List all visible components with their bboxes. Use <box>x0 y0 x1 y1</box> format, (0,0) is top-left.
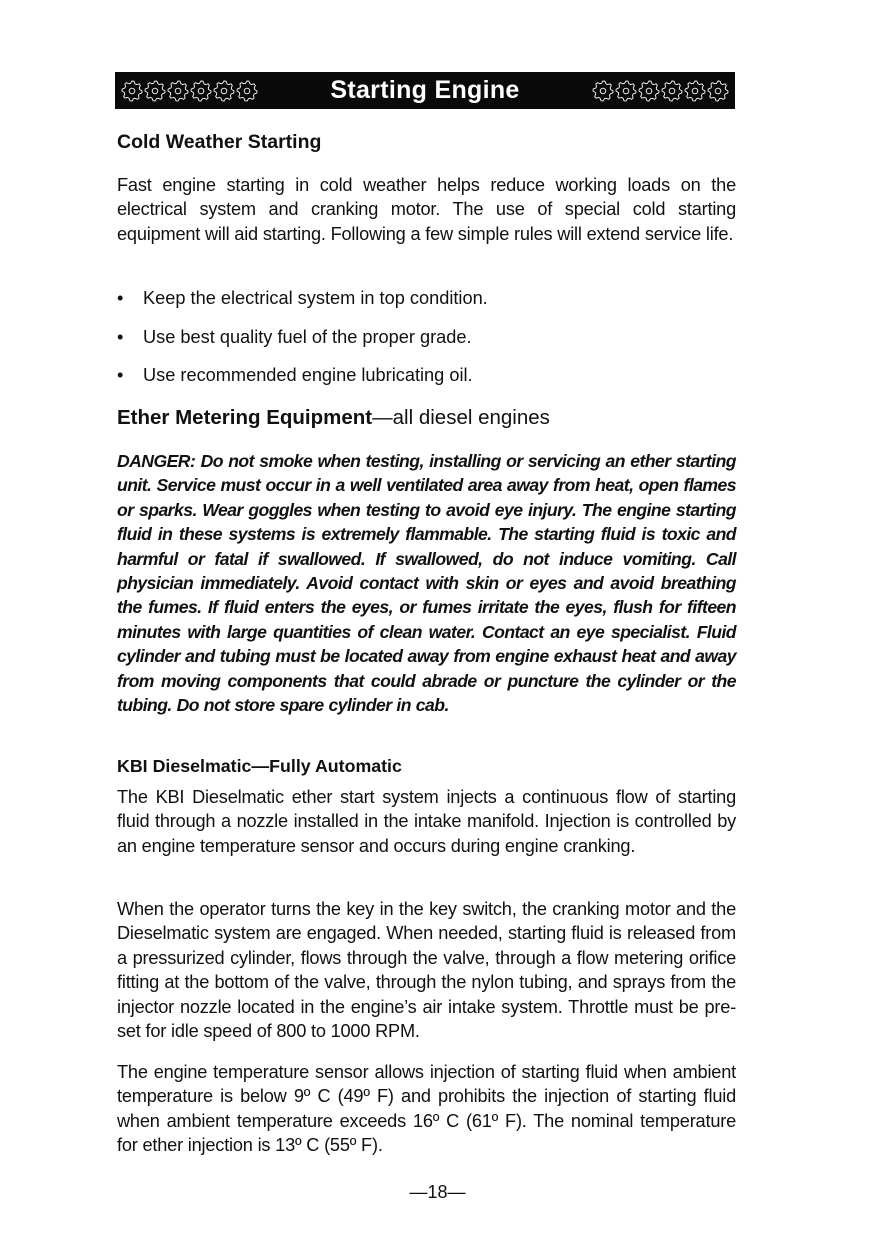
body-paragraph: The engine temperature sensor allows injection of starting fluid when ambient temperature is below 9º C (49º F) and prohibits the injection of starting fluid when ambient temperature exceeds 16º C (61º F). The nominal temperature for ether injection is 13º C (55º F). <box>117 1062 736 1156</box>
gear-icon <box>638 80 660 102</box>
bullet-item: • Use recommended engine lubricating oil. <box>117 365 473 385</box>
gear-icon <box>684 80 706 102</box>
gear-icon <box>592 80 614 102</box>
gear-row-right <box>592 80 729 102</box>
body-paragraph: When the operator turns the key in the key switch, the cranking motor and the Dieselmatic system are engaged. When needed, starting fluid is released from a pressurized cylinder, flows through the valve, through a flow metering orifice fitting at the bottom of the valve, through the nylon tubing, and sprays from the injector nozzle located in the engine’s air intake system. Throttle must be pre-set for idle speed of 800 to 1000 RPM. <box>117 899 736 1042</box>
bullet-item: • Keep the electrical system in top condition. <box>117 288 488 308</box>
heading-cold-weather: Cold Weather Starting <box>117 131 322 153</box>
page-number: —18— <box>409 1182 466 1202</box>
danger-warning: DANGER: Do not smoke when testing, installing or servicing an ether starting unit. Service must occur in a well ventilated area away from heat, open flames or sparks. Wear goggles when testing to avoid eye injury. The engine starting fluid in these systems is extremely flammable. The starting fluid is toxic and harmful or fatal if swallowed. If swallowed, do not induce vomiting. Call physician immediately. Avoid contact with skin or eyes and avoid breathing the fumes. If fluid enters the eyes, or fumes irritate the eyes, flush for fifteen minutes with large quantities of clean water. Contact an eye specialist. Fluid cylinder and tubing must be located away from engine exhaust heat and away from moving components that could abrade or puncture the cylinder or the tubing. Do not store spare cylinder in cab. <box>117 451 736 716</box>
gear-icon <box>167 80 189 102</box>
banner-title: Starting Engine <box>330 76 520 104</box>
heading-ether-metering <box>117 406 736 430</box>
heading-bold: Ether Metering Equipment <box>117 406 373 429</box>
heading-kbi-dieselmatic: KBI Dieselmatic—Fully Automatic <box>117 756 402 776</box>
section-banner <box>115 72 735 109</box>
gear-icon <box>190 80 212 102</box>
bullet-text: Keep the electrical system in top condition. <box>143 288 488 308</box>
gear-icon <box>236 80 258 102</box>
bullet-text: Use best quality fuel of the proper grade. <box>143 327 472 347</box>
gear-icon <box>144 80 166 102</box>
body-paragraph: The KBI Dieselmatic ether start system injects a continuous flow of starting fluid through a nozzle installed in the intake manifold. Injection is controlled by an engine temperature sensor and occurs during engine cranking. <box>117 787 736 856</box>
gear-icon <box>615 80 637 102</box>
bullet-item: • Use best quality fuel of the proper grade. <box>117 327 472 347</box>
bullet-text: Use recommended engine lubricating oil. <box>143 365 473 385</box>
gear-icon <box>707 80 729 102</box>
gear-icon <box>661 80 683 102</box>
gear-icon <box>121 80 143 102</box>
heading-rest: —all diesel engines <box>372 406 550 429</box>
intro-paragraph: Fast engine starting in cold weather helps reduce working loads on the electrical system and cranking motor. The use of special cold starting equipment will aid starting. Following a few simple rules will extend service life. <box>117 175 736 244</box>
gear-icon <box>213 80 235 102</box>
gear-row-left <box>121 80 258 102</box>
